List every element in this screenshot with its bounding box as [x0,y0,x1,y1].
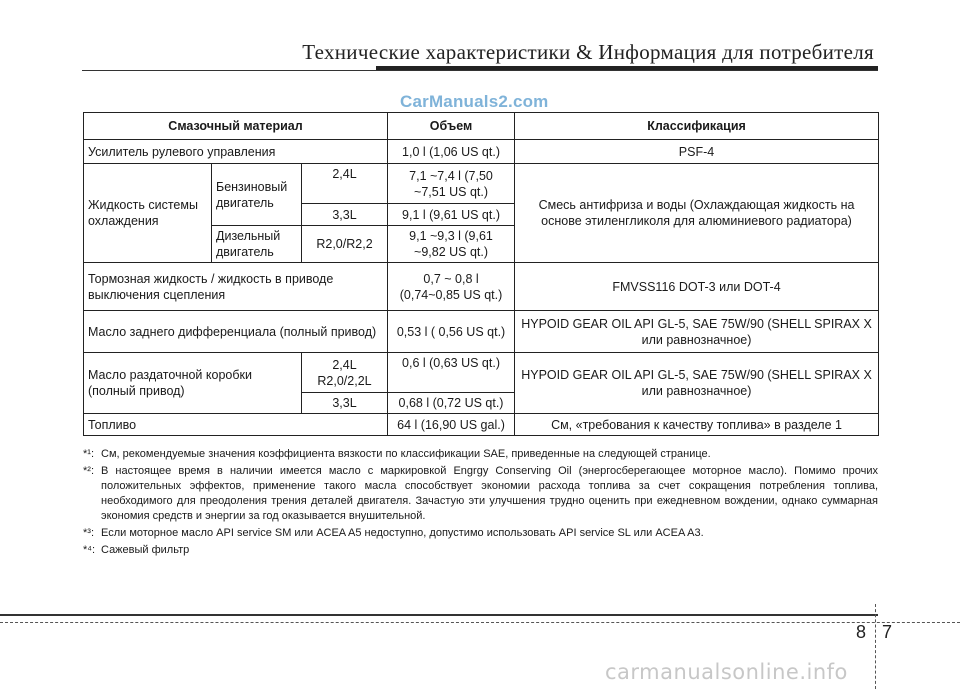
coolant-spec-2.4: 2,4L [302,164,388,204]
table-row [84,164,879,204]
table-row [84,414,879,436]
coolant-diesel-engine: Дизельный двигатель [212,226,302,263]
footnote-text: См, рекомендуемые значения коэффициента вязкости по классификации SAE, приведенные на следующей странице. [101,448,711,460]
header-lubricant: Смазочный материал [84,113,388,140]
transfer-volume-1: 0,6 l (0,63 US qt.) [388,353,515,393]
lubricants-table [83,112,879,436]
transfer-name: Масло раздаточной коробки (полный привод) [84,353,302,414]
brake-name: Тормозная жидкость / жидкость в приводе выключения сцепления [84,263,388,311]
brake-class: FMVSS116 DOT-3 или DOT-4 [515,263,879,311]
footer-rule [0,614,878,616]
table-row [84,263,879,311]
footnote-mark: *⁴: [83,544,96,556]
header-classification: Классификация [515,113,879,140]
footnote-1 [83,447,878,462]
footnote-text: В настоящее время в наличии имеется масло с маркировкой Engrgy Conserving Oil (энергосберегающее моторное масло). Помимо прочих положительных эффектов, применение такого масла способствует экономии расхода топлива за счет сокращения потребления топлива, необходимого для преодоления трения деталей двигателя. Зачастую эти улучшения трудно оценить при ежедневном вождении, однако суммарная экономия средств и энергии за год оказывается внушительной. [101,465,878,522]
footnote-4 [83,543,878,558]
transfer-spec-2: 3,3L [302,393,388,414]
transfer-spec-1: 2,4L R2,0/2,2L [302,353,388,393]
footer-dashed-rule [0,622,960,623]
fuel-volume: 64 l (16,90 US gal.) [388,414,515,436]
footnote-mark: *¹: [83,448,94,460]
coolant-spec-diesel: R2,0/R2,2 [302,226,388,263]
steering-name: Усилитель рулевого управления [84,140,388,164]
header-volume: Объем [388,113,515,140]
steering-class: PSF-4 [515,140,879,164]
transfer-volume-2: 0,68 l (0,72 US qt.) [388,393,515,414]
watermark-bottom: carmanualsonline.info [605,660,848,684]
page-index-number: 7 [882,622,893,642]
table-row [84,353,879,393]
footnote-mark: *³: [83,527,94,539]
page-header-title: Технические характеристики & Информация для потребителя [302,40,874,64]
footnote-text: Если моторное масло API service SM или ACEA A5 недоступно, допустимо использовать API service SL или ACEA A3. [101,527,704,539]
brake-volume: 0,7 ~ 0,8 l (0,74~0,85 US qt.) [388,263,515,311]
steering-volume: 1,0 l (1,06 US qt.) [388,140,515,164]
coolant-volume-diesel: 9,1 ~9,3 l (9,61 ~9,82 US qt.) [388,226,515,263]
page-section-number: 8 [856,622,867,642]
rear-diff-volume: 0,53 l ( 0,56 US qt.) [388,311,515,353]
rear-diff-name: Масло заднего дифференциала (полный привод) [84,311,388,353]
footnote-mark: *²: [83,465,94,477]
fuel-class: См, «требования к качеству топлива» в разделе 1 [515,414,879,436]
coolant-gasoline-engine: Бензиновый двигатель [212,164,302,226]
coolant-name: Жидкость системы охлаждения [84,164,212,263]
footnote-text: Сажевый фильтр [101,544,190,556]
fuel-name: Топливо [84,414,388,436]
footnote-2 [83,464,878,524]
transfer-class: HYPOID GEAR OIL API GL-5, SAE 75W/90 (SHELL SPIRAX X или равнозначное) [515,353,879,414]
coolant-volume-3.3: 9,1 l (9,61 US qt.) [388,204,515,226]
table-header-row [84,113,879,140]
table-row [84,311,879,353]
footnote-3 [83,526,878,541]
rear-diff-class: HYPOID GEAR OIL API GL-5, SAE 75W/90 (SHELL SPIRAX X или равнозначное) [515,311,879,353]
page-number-divider [875,604,876,689]
header-rule [82,70,878,71]
footnotes [83,447,878,560]
watermark-top: CarManuals2.com [400,92,549,111]
table-row [84,140,879,164]
coolant-class: Смесь антифриза и воды (Охлаждающая жидкость на основе этиленгликоля для алюминиевого радиатора) [515,164,879,263]
coolant-volume-2.4: 7,1 ~7,4 l (7,50 ~7,51 US qt.) [388,164,515,204]
coolant-spec-3.3: 3,3L [302,204,388,226]
